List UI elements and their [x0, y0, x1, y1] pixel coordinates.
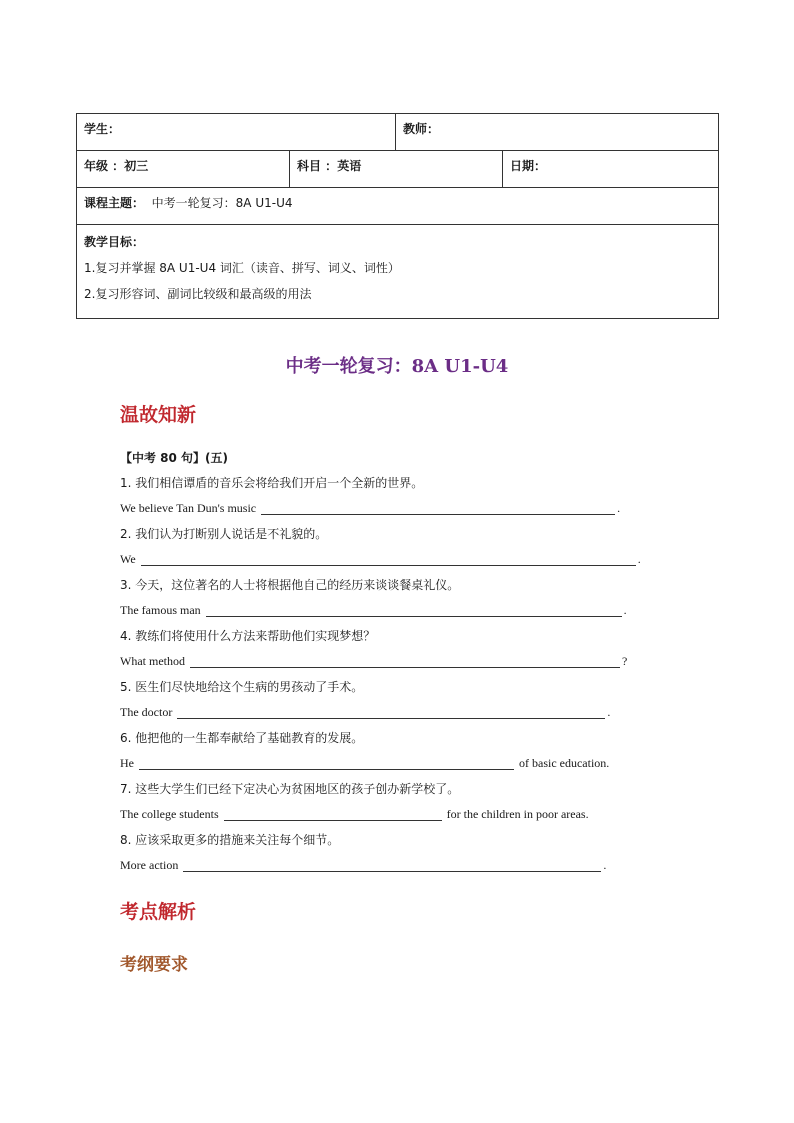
- answer-line-3: [120, 598, 660, 623]
- goals-label: 教学目标：: [84, 235, 145, 249]
- topic-cell: [77, 188, 719, 225]
- answer-line-1: [120, 496, 660, 521]
- answer-suffix: ?: [621, 654, 628, 668]
- answer-blank[interactable]: [141, 551, 636, 566]
- grade-label: 年级 ：: [84, 159, 125, 173]
- answer-suffix: .: [637, 552, 641, 566]
- subject-label: 科目 ：: [297, 159, 338, 173]
- answer-prefix: We: [120, 552, 136, 566]
- section-heading-review: 温故知新: [120, 404, 197, 426]
- answer-prefix: More action: [120, 858, 179, 872]
- section-heading-requirements: 考纲要求: [120, 955, 188, 975]
- answer-line-7: [120, 802, 660, 827]
- section-heading-analysis: 考点解析: [120, 901, 197, 923]
- grade-value: 初三: [124, 159, 149, 173]
- answer-line-6: [120, 751, 660, 776]
- answer-line-2: [120, 547, 660, 572]
- question-7: 7. 这些大学生们已经下定决心为贫困地区的孩子创办新学校了。: [120, 782, 460, 796]
- date-label: 日期：: [510, 159, 547, 173]
- answer-suffix: .: [603, 858, 607, 872]
- subject-cell: [290, 151, 503, 188]
- answer-prefix: We believe Tan Dun's music: [120, 501, 257, 515]
- answer-suffix: .: [617, 501, 621, 515]
- answer-blank[interactable]: [261, 500, 615, 515]
- exercise-block: [120, 447, 660, 878]
- topic-label: 课程主题：: [84, 196, 145, 210]
- answer-blank[interactable]: [224, 806, 442, 821]
- goals-cell: [77, 225, 719, 319]
- date-cell: [503, 151, 719, 188]
- answer-blank[interactable]: [139, 755, 514, 770]
- answer-blank[interactable]: [190, 653, 620, 668]
- goal-1: 1.复习并掌握 8A U1-U4 词汇（读音、拼写、词义、词性）: [84, 261, 400, 275]
- answer-blank[interactable]: [206, 602, 622, 617]
- topic-value: 中考一轮复习：8A U1-U4: [151, 196, 293, 210]
- answer-prefix: What method: [120, 654, 185, 668]
- question-3: 3. 今天，这位著名的人士将根据他自己的经历来谈谈餐桌礼仪。: [120, 578, 460, 592]
- document-title: 中考一轮复习：8A U1-U4: [285, 356, 509, 377]
- student-cell: [77, 114, 396, 151]
- exercise-heading: 【中考 80 句】(五): [120, 451, 229, 465]
- answer-prefix: The famous man: [120, 603, 201, 617]
- answer-prefix: The doctor: [120, 705, 173, 719]
- answer-suffix: of basic education.: [516, 756, 610, 770]
- answer-blank[interactable]: [177, 704, 605, 719]
- answer-prefix: The college students: [120, 807, 219, 821]
- answer-suffix: for the children in poor areas.: [443, 807, 589, 821]
- answer-blank[interactable]: [183, 857, 601, 872]
- answer-suffix: .: [623, 603, 627, 617]
- question-2: 2. 我们认为打断别人说话是不礼貌的。: [120, 527, 328, 541]
- answer-prefix: He: [120, 756, 134, 770]
- question-8: 8. 应该采取更多的措施来关注每个细节。: [120, 833, 340, 847]
- question-1: 1. 我们相信谭盾的音乐会将给我们开启一个全新的世界。: [120, 476, 424, 490]
- student-label: 学生：: [84, 122, 121, 136]
- goal-2: 2.复习形容词、副词比较级和最高级的用法: [84, 287, 312, 301]
- answer-line-8: [120, 853, 660, 878]
- question-6: 6. 他把他的一生都奉献给了基础教育的发展。: [120, 731, 364, 745]
- answer-line-5: [120, 700, 660, 725]
- answer-suffix: .: [607, 705, 611, 719]
- teacher-cell: [396, 114, 719, 151]
- grade-cell: [77, 151, 290, 188]
- question-4: 4. 教练们将使用什么方法来帮助他们实现梦想？: [120, 629, 376, 643]
- answer-line-4: [120, 649, 660, 674]
- course-info-table: [76, 113, 719, 319]
- question-5: 5. 医生们尽快地给这个生病的男孩动了手术。: [120, 680, 364, 694]
- subject-value: 英语: [337, 159, 362, 173]
- teacher-label: 教师：: [403, 122, 440, 136]
